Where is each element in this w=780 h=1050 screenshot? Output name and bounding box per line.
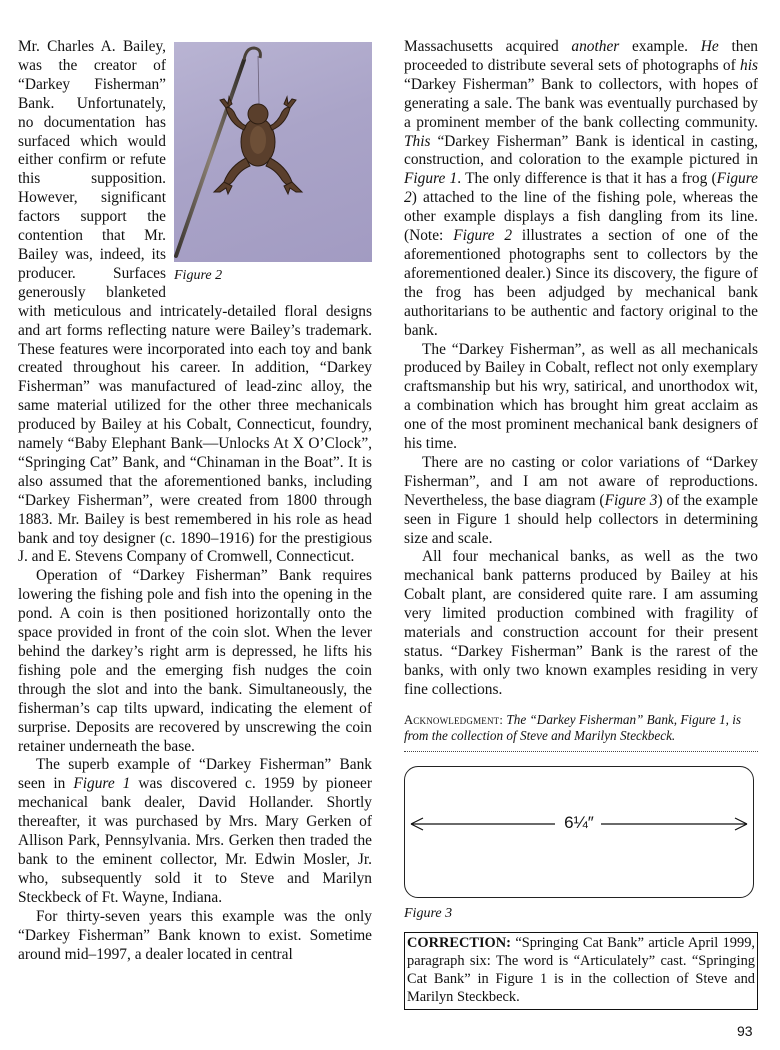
figure-3-base-diagram — [404, 766, 754, 898]
text-run: ) of the example seen in Figure 1 should help collectors in determining size and scale. — [404, 491, 758, 547]
text-run: . The only difference is that it has a frog ( — [457, 170, 717, 188]
figure-2 — [174, 42, 372, 284]
figure-3-caption: Figure 3 — [404, 905, 453, 921]
text-run: illustrates a section of one of the aforementioned photographs sent to collectors by the aforementioned dealer.) Since its discovery, the figure of the frog has been adjudged by mechanical bank authoritarians to be authentic and factory original to the bank. — [404, 227, 758, 339]
dimension-label: 6¼″ — [557, 812, 601, 834]
figure-1-ref: Figure 1 — [404, 170, 458, 188]
frog-on-fishing-pole-icon — [174, 42, 372, 262]
text-run: “Darkey Fisherman” Bank is identical in casting, construction, and coloration to the example pictured in — [404, 132, 758, 169]
dotted-divider — [404, 751, 758, 752]
acknowledgment-text: The “Darkey Fisherman” Bank, Figure 1, is from the collection of Steve and Marilyn Steckbeck. — [404, 711, 742, 744]
left-column — [18, 38, 372, 964]
figure-3-ref: Figure 3 — [604, 491, 658, 509]
paragraph-only-example: For thirty-seven years this example was the only “Darkey Fisherman” Bank known to exist. Sometime around mid–1997, a dealer located in central — [18, 907, 372, 963]
figure-1-ref: Figure 1 — [73, 775, 131, 793]
paragraph-second-example — [404, 38, 758, 341]
paragraph-variations — [404, 454, 758, 549]
text-run: There are no casting or color variations of “Darkey Fisherman”, and I am not aware of reproductions. Nevertheless, the base diagram ( — [404, 453, 758, 509]
emphasis-another: another — [571, 38, 620, 55]
emphasis-he: He — [700, 38, 719, 55]
text-run: Massachusetts acquired — [404, 38, 572, 55]
text-run: ) attached to the line of the fishing pole, whereas the other example displays a fish dangling from its line. (Note: — [404, 189, 758, 245]
discovery-text-a: The superb example of “Darkey Fisherman” Bank seen in — [18, 756, 372, 793]
discovery-text-b: was discovered c. 1959 by pioneer mechanical bank dealer, David Hollander. Shortly thereafter, it was purchased by Mrs. Mary Gerken of Allison Park, Pennsylvania. Mrs. Gerken then traded the bank to the eminent collector, Mr. Edwin Mosler, Jr. who, subsequently sold it to Steve and Marilyn Steckbeck of Ft. Wayne, Indiana. — [18, 775, 373, 906]
frog-photo — [174, 42, 372, 262]
acknowledgment-label: Acknowledgment: — [404, 712, 504, 727]
paragraph-rarity: All four mechanical banks, as well as the two mechanical bank patterns produced by Bailey at his Cobalt plant, are considered quite rare. I am assuming very limited production combined with fragility of materials and construction account for their present status. “Darkey Fisherman” Bank is the rarest of the banks, with only two known examples residing in very fine collections. — [404, 548, 758, 698]
correction-text: “Springing Cat Bank” article April 1999, paragraph six: The word is “Articulately” cast. “Springing Cat Bank” in Figure 1 is in the collection of Steve and Marilyn Steckbeck. — [407, 934, 755, 1006]
page-number: 93 — [737, 1023, 753, 1039]
correction-box — [404, 932, 758, 1010]
figure-2-caption: Figure 2 — [174, 268, 223, 283]
emphasis-his: his — [740, 56, 758, 74]
figure-2-ref: Figure 2 — [404, 170, 758, 207]
text-run: example. — [619, 38, 701, 55]
paragraph-discovery — [18, 756, 372, 907]
correction-label: CORRECTION: — [407, 934, 511, 951]
paragraph-craftsmanship: The “Darkey Fisherman”, as well as all mechanicals produced by Bailey in Cobalt, reflect not only exemplary craftsmanship but his wry, satirical, and unorthodox wit, a combination which has brought him great acclaim as one of the most prominent mechanical bank designers of his time. — [404, 340, 758, 453]
right-column — [404, 38, 758, 1010]
emphasis-this: This — [404, 132, 431, 150]
text-run: “Darkey Fisherman” Bank to collectors, with hopes of generating a sale. The bank was eventually purchased by a prominent member of the bank collecting community. — [404, 75, 758, 131]
left-paragraph-1-text: Mr. Charles A. Bailey, was the creator of “Darkey Fisherman” Bank. Unfortunately, no documentation has surfaced which would either confirm or refute this supposition. However, significant factors support the contention that Mr. Bailey was, indeed, its producer. Surfaces generously blanketed with meticulous and intricately-detailed floral designs and art forms reflecting nature were Bailey’s trademark. These features were incorporated into each toy and bank created throughout his career. In addition, “Darkey Fisherman” was manufactured of lead-zinc alloy, the same material utilized for the other three mechanicals produced by Bailey at his Cobalt, Connecticut, foundry, namely “Baby Elephant Bank—Unlocks At X O’Clock”, “Springing Cat” Bank, and “Chinaman in the Boat”. It is also assumed that the aforementioned banks, including “Darkey Fisherman”, were created from 1800 through 1883. Mr. Bailey is best remembered in his role as head bank and toy designer (c. 1890–1916) for the prestigious J. and E. Stevens Company of Cromwell, Connecticut. — [18, 38, 372, 566]
figure-2-ref: Figure 2 — [453, 227, 513, 245]
acknowledgment — [404, 712, 758, 745]
paragraph-operation: Operation of “Darkey Fisherman” Bank requires lowering the fishing pole and fish into the opening in the pond. A coin is then positioned horizontally onto the space provided in front of the coin slot. When the lever behind the darkey’s right arm is depressed, he lifts his fishing pole and the emerging fish nudges the coin through the slot and into the bank. Simultaneously, the fisherman’s cap tilts upward, indicating the element of surprise. Deposits are recovered by unscrewing the coin retainer underneath the base. — [18, 567, 372, 755]
paragraph-bailey-creator — [18, 38, 372, 567]
text-run: then proceeded to distribute several sets of photographs of — [404, 38, 758, 74]
